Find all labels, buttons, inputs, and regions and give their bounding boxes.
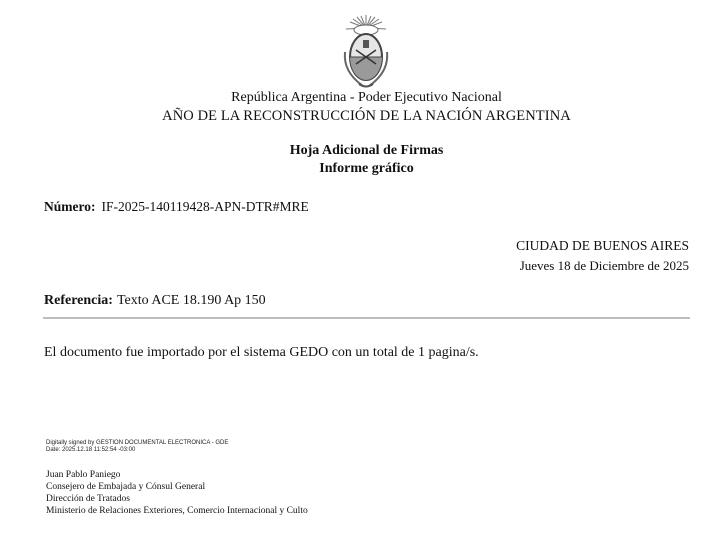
coat-of-arms-icon: [341, 14, 391, 90]
year-motto: AÑO DE LA RECONSTRUCCIÓN DE LA NACIÓN ARGENTINA: [162, 108, 571, 124]
date: Jueves 18 de Diciembre de 2025: [519, 258, 689, 273]
digital-signature-date: Date: 2025.12.18 11:52:54 -03:00: [46, 447, 136, 453]
page-title: Hoja Adicional de Firmas: [289, 143, 444, 158]
signer-position: Consejero de Embajada y Cónsul General: [46, 482, 206, 492]
signer-block: [46, 469, 308, 517]
document-number: [44, 199, 309, 215]
reference-value: Texto ACE 18.190 Ap 150: [116, 293, 266, 308]
signer-ministry: Ministerio de Relaciones Exteriores, Comercio Internacional y Culto: [46, 506, 308, 516]
body-text: El documento fue importado por el sistema GEDO con un total de 1 pagina/s.: [44, 345, 479, 360]
reference: [44, 293, 266, 309]
digital-signature: [46, 440, 228, 454]
document-number-value: IF-2025-140119428-APN-DTR#MRE: [101, 199, 309, 214]
signer-name: Juan Pablo Paniego: [46, 470, 121, 480]
divider: [43, 317, 690, 319]
page-subtitle: Informe gráfico: [319, 161, 414, 176]
city: CIUDAD DE BUENOS AIRES: [516, 238, 689, 253]
document-number-label: Número:: [44, 199, 96, 214]
signer-office: Dirección de Tratados: [46, 494, 130, 504]
digital-signature-by: Digitally signed by GESTION DOCUMENTAL ELECTRONICA - GDE: [46, 440, 229, 446]
institution-line: República Argentina - Poder Ejecutivo Nacional: [231, 90, 502, 105]
reference-label: Referencia:: [44, 293, 113, 308]
